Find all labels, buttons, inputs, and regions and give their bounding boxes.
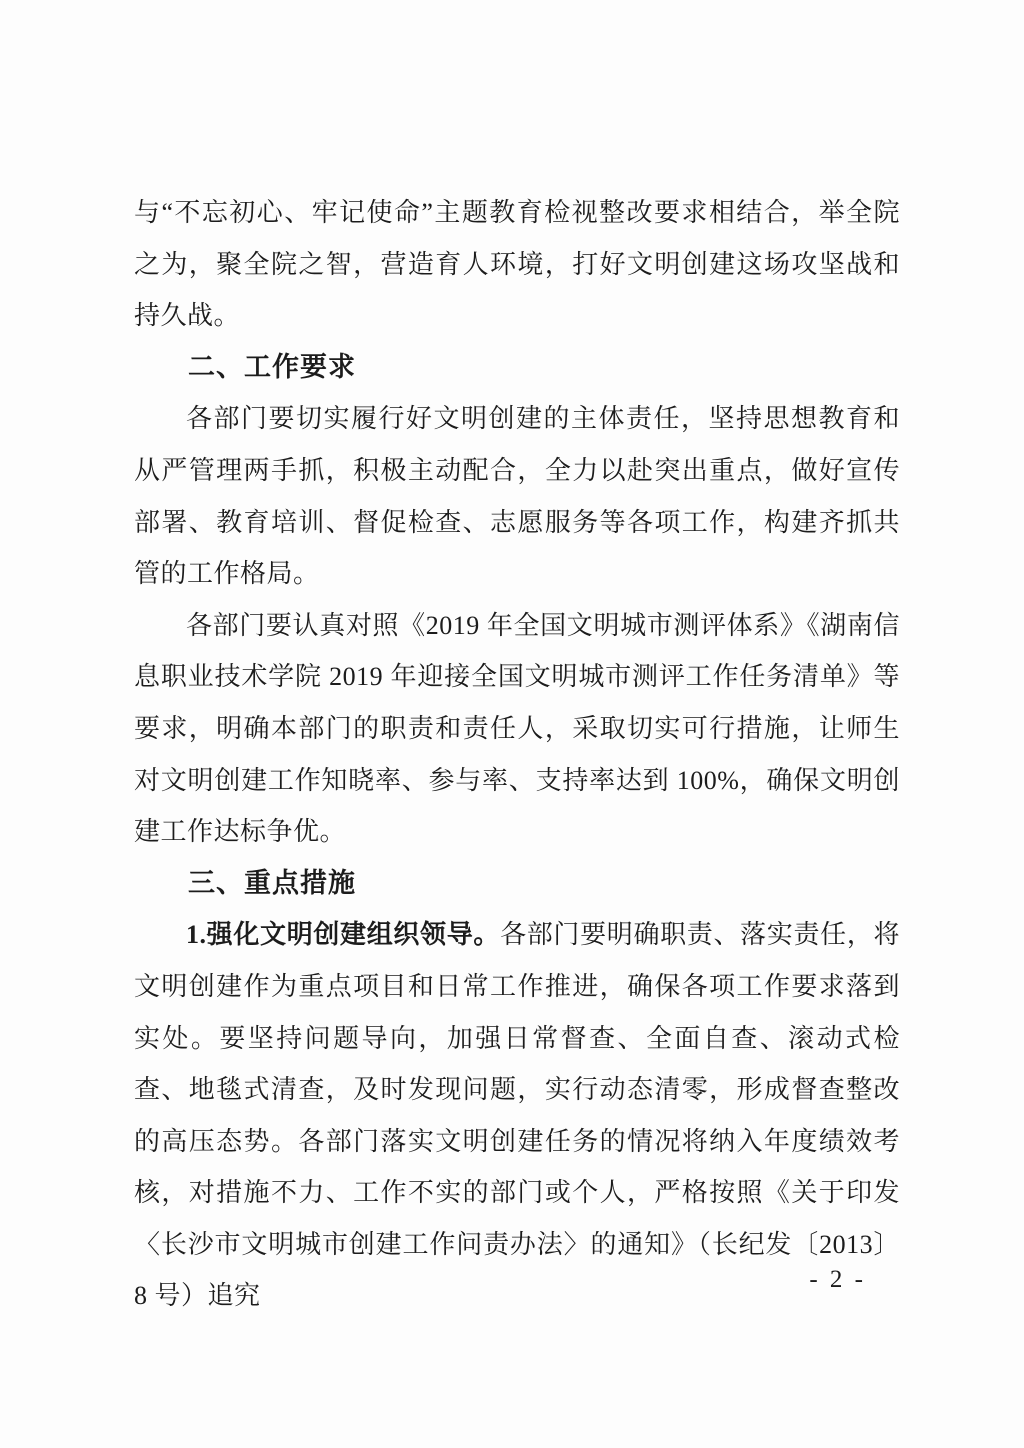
paragraph (134, 909, 900, 1322)
paragraph-continuation: 与“不忘初心、牢记使命”主题教育检视整改要求相结合，举全院之为，聚全院之智，营造育人环境，打好文明创建这场攻坚战和持久战。 (134, 198, 900, 331)
section-heading: 二、工作要求 (188, 351, 356, 382)
section-heading: 三、重点措施 (188, 867, 356, 898)
page-number: - 2 - (809, 1266, 866, 1293)
paragraph: 各部门要切实履行好文明创建的主体责任，坚持思想教育和从严管理两手抓，积极主动配合，全力以赴突出重点，做好宣传部署、教育培训、督促检查、志愿服务等各项工作，构建齐抓共管的工作格局。 (134, 404, 900, 589)
paragraph-text: 各部门要明确职责、落实责任，将文明创建作为重点项目和日常工作推进，确保各项工作要求落到实处。要坚持问题导向，加强日常督查、全面自查、滚动式检查、地毯式清查，及时发现问题，实行动态清零，形成督查整改的高压态势。各部门落实文明创建任务的情况将纳入年度绩效考核，对措施不力、工作不实的部门或个人，严格按照《关于印发〈长沙市文明城市创建工作问责办法〉的通知》（长纪发〔2013〕8 号）追究 (134, 920, 900, 1311)
document-body (134, 187, 900, 1322)
paragraph-lead: 1.强化文明创建组织领导。 (186, 920, 501, 950)
paragraph: 各部门要认真对照《2019 年全国文明城市测评体系》《湖南信息职业技术学院 2019 年迎接全国文明城市测评工作任务清单》等要求，明确本部门的职责和责任人，采取切实可行措施，让师生对文明创建工作知晓率、参与率、支持率达到 100%，确保文明创建工作达标争优。 (134, 610, 900, 847)
